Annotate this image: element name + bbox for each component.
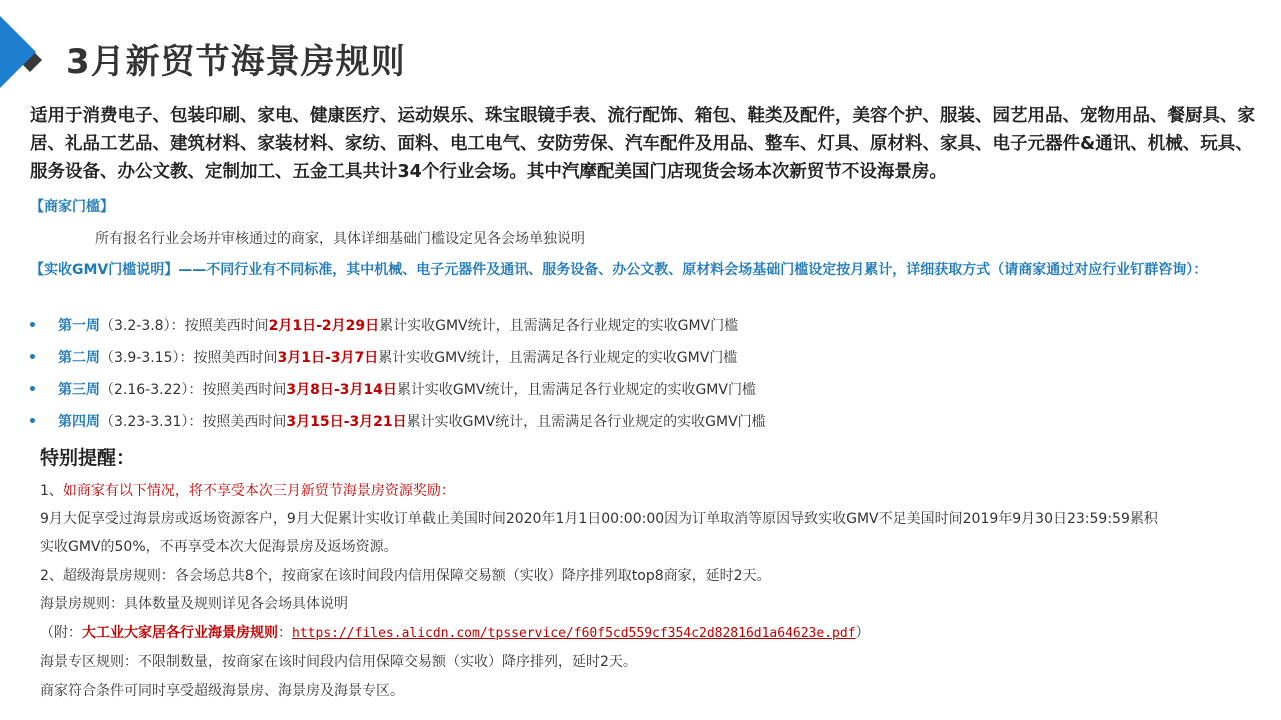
bullet-icon: • xyxy=(28,318,37,334)
week-dates: 3月15日-3月21日 xyxy=(286,414,407,430)
week-rule: 累计实收GMV统计，且需满足各行业规定的实收GMV门槛 xyxy=(396,382,756,398)
merchant-threshold-text: 所有报名行业会场并审核通过的商家，具体详细基础门槛设定见各会场单独说明 xyxy=(95,231,585,247)
week-name: 第三周 xyxy=(58,382,100,398)
list-item xyxy=(28,313,766,345)
week-name: 第二周 xyxy=(58,350,100,366)
week-range: （2.16-3.22）：按照美西时间 xyxy=(100,382,287,398)
reminder-item-3: 海景房规则：具体数量及规则详见各会场具体说明 xyxy=(40,596,348,612)
week-dates: 2月1日-2月29日 xyxy=(268,318,380,334)
reminder-item-2: 2、超级海景房规则：各会场总共8个，按商家在该时间段内信用保障交易额（实收）降序排列取top8商家，延时2天。 xyxy=(40,568,771,584)
bullet-icon: • xyxy=(28,350,37,366)
week-range: （3.23-3.31）：按照美西时间 xyxy=(100,414,287,430)
week-rule: 累计实收GMV统计，且需满足各行业规定的实收GMV门槛 xyxy=(406,414,766,430)
attach-colon: ： xyxy=(278,625,292,641)
week-dates: 3月8日-3月14日 xyxy=(286,382,397,398)
week-list xyxy=(28,313,766,441)
list-item xyxy=(28,377,766,409)
reminder-item-5: 商家符合条件可同时享受超级海景房、海景房及海景专区。 xyxy=(40,683,404,699)
attach-open: （附： xyxy=(40,625,82,641)
reminder-item-4: 海景专区规则：不限制数量，按商家在该时间段内信用保障交易额（实收）降序排列，延时2天。 xyxy=(40,654,637,670)
attachment-line xyxy=(40,622,870,645)
week-name: 第一周 xyxy=(58,318,100,334)
reminder-item-1-text: 如商家有以下情况，将不享受本次三月新贸节海景房资源奖励： xyxy=(62,483,455,499)
reminder-item-1 xyxy=(40,480,455,502)
week-range: （3.9-3.15）：按照美西时间 xyxy=(100,350,278,366)
week-name: 第四周 xyxy=(58,414,100,430)
corner-decoration xyxy=(0,0,50,100)
week-range: （3.2-3.8）：按照美西时间 xyxy=(100,318,269,334)
special-reminder-heading: 特别提醒： xyxy=(40,447,136,469)
attachment-link[interactable]: https://files.alicdn.com/tpsservice/f60f5cd559cf354c2d82816d1a64623e.pdf xyxy=(292,626,856,641)
week-rule: 累计实收GMV统计，且需满足各行业规定的实收GMV门槛 xyxy=(379,318,739,334)
attach-close: ） xyxy=(855,625,870,641)
week-dates: 3月1日-3月7日 xyxy=(277,350,379,366)
intro-paragraph: 适用于消费电子、包装印刷、家电、健康医疗、运动娱乐、珠宝眼镜手表、流行配饰、箱包、鞋类及配件，美容个护、服装、园艺用品、宠物用品、餐厨具、家居、礼品工艺品、建筑材料、家装材料、家纺、面料、电工电气、安防劳保、汽车配件及用品、整车、灯具、原材料、家具、电子元器件&通讯、机械、玩具、服务设备、办公文教、定制加工、五金工具共计34个行业会场。其中汽摩配美国门店现货会场本次新贸节不设海景房。 xyxy=(30,106,1255,182)
list-item xyxy=(28,409,766,441)
reminder-item-1-detail-line2: 实收GMV的50%，不再享受本次大促海景房及返场资源。 xyxy=(40,539,398,555)
list-item xyxy=(28,345,766,377)
merchant-threshold-label: 【商家门槛】 xyxy=(30,199,114,215)
gmv-threshold-note: 【实收GMV门槛说明】——不同行业有不同标准，其中机械、电子元器件及通讯、服务设备、办公文教、原材料会场基础门槛设定按月累计，详细获取方式（请商家通过对应行业钉群咨询）： xyxy=(30,262,1208,278)
page-title: 3月新贸节海景房规则 xyxy=(66,42,406,82)
bullet-icon: • xyxy=(28,414,37,430)
reminder-item-1-detail-line1: 9月大促享受过海景房或返场资源客户，9月大促累计实收订单截止美国时间2020年1月1日00:00:00因为订单取消等原因导致实收GMV不足美国时间2019年9月30日23:59:59累积 xyxy=(40,511,1158,527)
week-rule: 累计实收GMV统计，且需满足各行业规定的实收GMV门槛 xyxy=(378,350,738,366)
bullet-icon: • xyxy=(28,382,37,398)
item-number: 1、 xyxy=(40,483,63,499)
attach-label: 大工业大家居各行业海景房规则 xyxy=(82,625,278,641)
